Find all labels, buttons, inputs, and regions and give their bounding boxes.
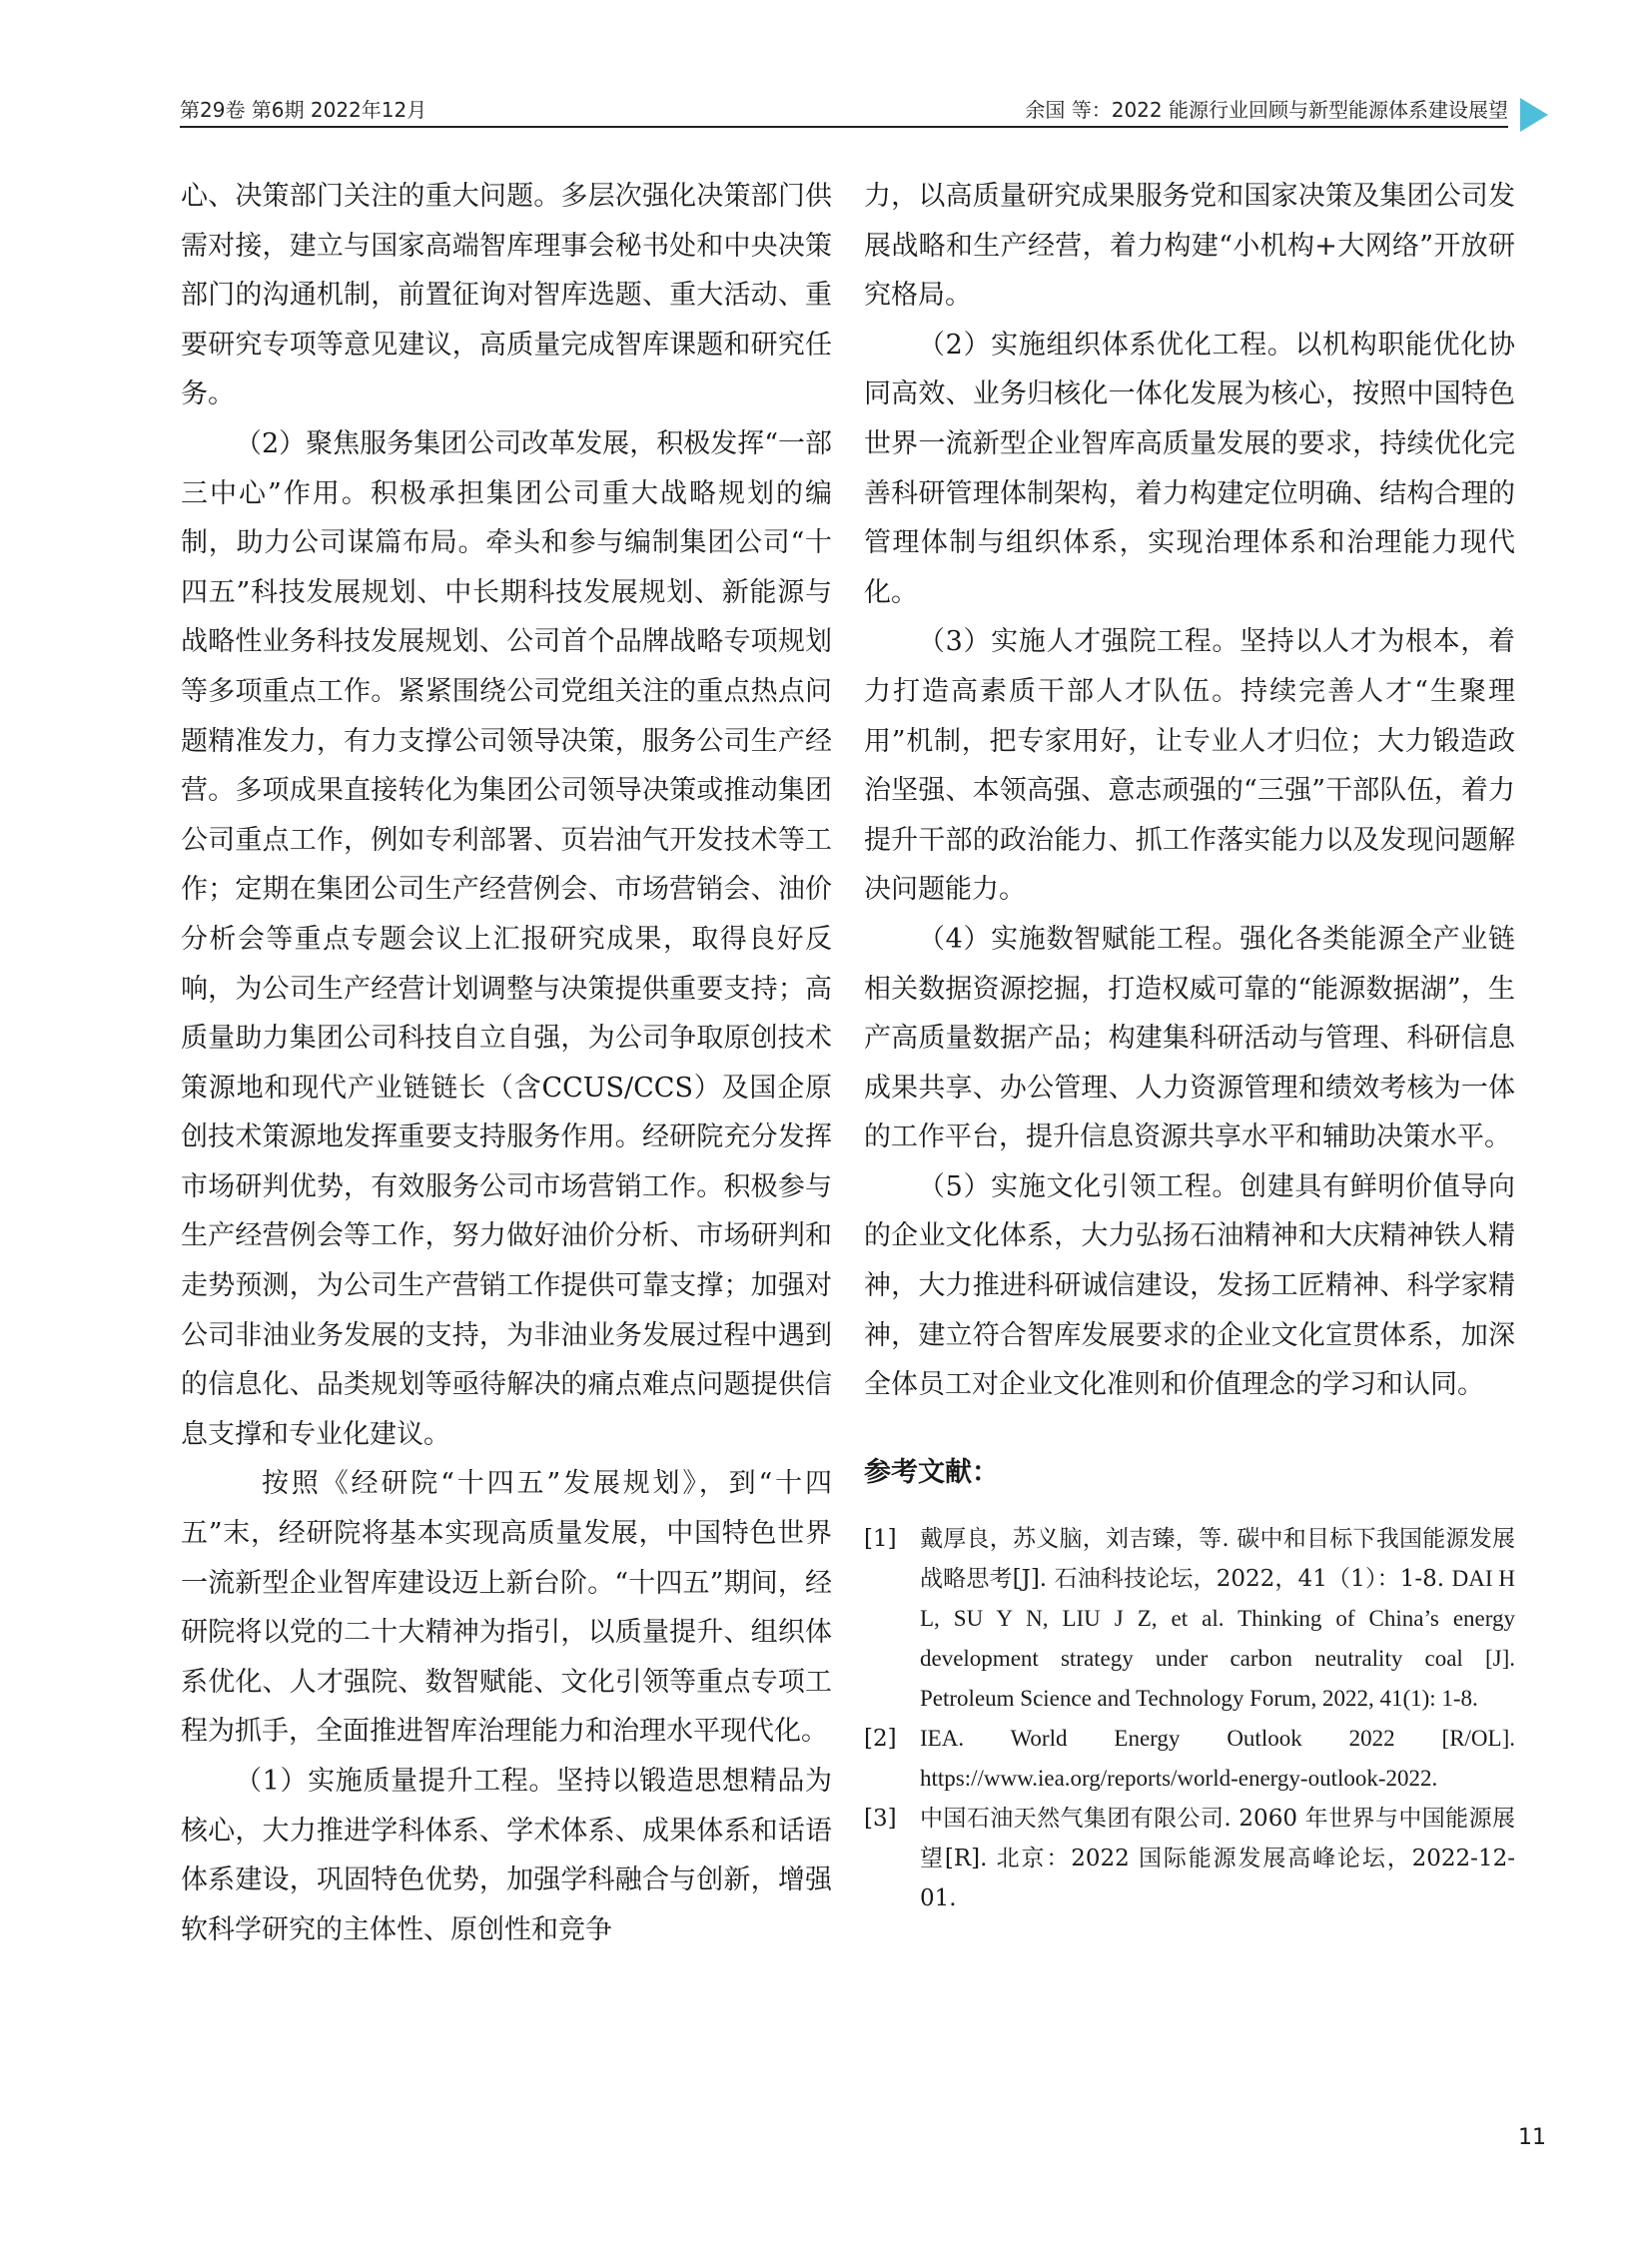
reference-number: [1] <box>864 1525 897 1552</box>
paragraph: （2）聚焦服务集团公司改革发展，积极发挥“一部三中心”作用。积极承担集团公司重大战略规划的编制，助力公司谋篇布局。牵头和参与编制集团公司“十四五”科技发展规划、中长期科技发展规划、新能源与战略性业务科技发展规划、公司首个品牌战略专项规划等多项重点工作。紧紧围绕公司党组关注的重点热点问题精准发力，有力支撑公司领导决策，服务公司生产经营。多项成果直接转化为集团公司领导决策或推动集团公司重点工作，例如专利部署、页岩油气开发技术等工作；定期在集团公司生产经营例会、市场营销会、油价分析会等重点专题会议上汇报研究成果，取得良好反响，为公司生产经营计划调整与决策提供重要支持；高质量助力集团公司科技自立自强，为公司争取原创技术策源地和现代产业链链长（含CCUS/CCS）及国企原创技术策源地发挥重要支持服务作用。经研院充分发挥市场研判优势，有效服务公司市场营销工作。积极参与生产经营例会等工作，努力做好油价分析、市场研判和走势预测，为公司生产营销工作提供可靠支撑；加强对公司非油业务发展的支持，为非油业务发展过程中遇到的信息化、品类规划等亟待解决的痛点难点问题提供信息支撑和专业化建议。 <box>181 427 832 1450</box>
paragraph: （3）实施人才强院工程。坚持以人才为根本，着力打造高素质干部人才队伍。持续完善人才“生聚理用”机制，把专家用好，让专业人才归位；大力锻造政治坚强、本领高强、意志顽强的“三强”干部队伍，着力提升干部的政治能力、抓工作落实能力以及发现问题解决问题能力。 <box>864 626 1515 906</box>
reference-item <box>864 1799 1515 1918</box>
reference-text-en: DAI H L, SU Y N, LIU J Z, et al. Thinking of China’s energy development strategy under carbon neutrality coal [J]. Petroleum Science and Technology Forum, 2022, 41(1): 1-8. <box>920 1565 1516 1711</box>
journal-issue-info: 第29卷 第6期 2022年12月 <box>180 98 427 122</box>
page-number: 11 <box>1518 2125 1546 2150</box>
right-column <box>864 172 1515 1918</box>
left-column <box>181 172 832 1954</box>
running-header <box>180 92 1508 128</box>
paragraph: （4）实施数智赋能工程。强化各类能源全产业链相关数据资源挖掘，打造权威可靠的“能源数据湖”，生产高质量数据产品；构建集科研活动与管理、科研信息成果共享、办公管理、人力资源管理和绩效考核为一体的工作平台，提升信息资源共享水平和辅助决策水平。 <box>864 923 1515 1153</box>
reference-item <box>864 1719 1515 1799</box>
references-heading: 参考文献： <box>864 1456 999 1488</box>
reference-number: [3] <box>864 1805 897 1832</box>
reference-text-zh: 戴厚良，苏义脑，刘吉臻，等. 碳中和目标下我国能源发展战略思考[J]. 石油科技论坛，2022，41（1）：1-8. <box>920 1525 1515 1592</box>
reference-text-zh: 中国石油天然气集团有限公司. 2060 年世界与中国能源展望[R]. 北京：2022 国际能源发展高峰论坛，2022-12-01. <box>920 1805 1515 1911</box>
paragraph: 力，以高质量研究成果服务党和国家决策及集团公司发展战略和生产经营，着力构建“小机构+大网络”开放研究格局。 <box>864 181 1515 312</box>
reference-list <box>864 1519 1515 1918</box>
article-running-title: 余国 等：2022 能源行业回顾与新型能源体系建设展望 <box>1025 98 1508 122</box>
paragraph: 按照《经研院“十四五”发展规划》，到“十四五”末，经研院将基本实现高质量发展，中国特色世界一流新型企业智库建设迈上新台阶。“十四五”期间，经研院将以党的二十大精神为指引，以质量提升、组织体系优化、人才强院、数智赋能、文化引领等重点专项工程为抓手，全面推进智库治理能力和治理水平现代化。 <box>181 1468 832 1748</box>
paragraph: （5）实施文化引领工程。创建具有鲜明价值导向的企业文化体系，大力弘扬石油精神和大庆精神铁人精神，大力推进科研诚信建设，发扬工匠精神、科学家精神，建立符合智库发展要求的企业文化宣贯体系，加深全体员工对企业文化准则和价值理念的学习和认同。 <box>864 1170 1515 1401</box>
paragraph: 心、决策部门关注的重大问题。多层次强化决策部门供需对接，建立与国家高端智库理事会秘书处和中央决策部门的沟通机制，前置征询对智库选题、重大活动、重要研究专项等意见建议，高质量完成智库课题和研究任务。 <box>181 181 832 410</box>
reference-item <box>864 1519 1515 1719</box>
triangle-marker-icon <box>1520 98 1548 132</box>
paragraph: （1）实施质量提升工程。坚持以锻造思想精品为核心，大力推进学科体系、学术体系、成果体系和话语体系建设，巩固特色优势，加强学科融合与创新，增强软科学研究的主体性、原创性和竞争 <box>181 1766 832 1945</box>
paragraph: （2）实施组织体系优化工程。以机构职能优化协同高效、业务归核化一体化发展为核心，按照中国特色世界一流新型企业智库高质量发展的要求，持续优化完善科研管理体制架构，着力构建定位明确、结构合理的管理体制与组织体系，实现治理体系和治理能力现代化。 <box>864 329 1515 608</box>
reference-number: [2] <box>864 1725 897 1752</box>
reference-text-en: IEA. World Energy Outlook 2022 [R/OL]. https://www.iea.org/reports/world-energy-outlook-2022. <box>920 1725 1515 1791</box>
